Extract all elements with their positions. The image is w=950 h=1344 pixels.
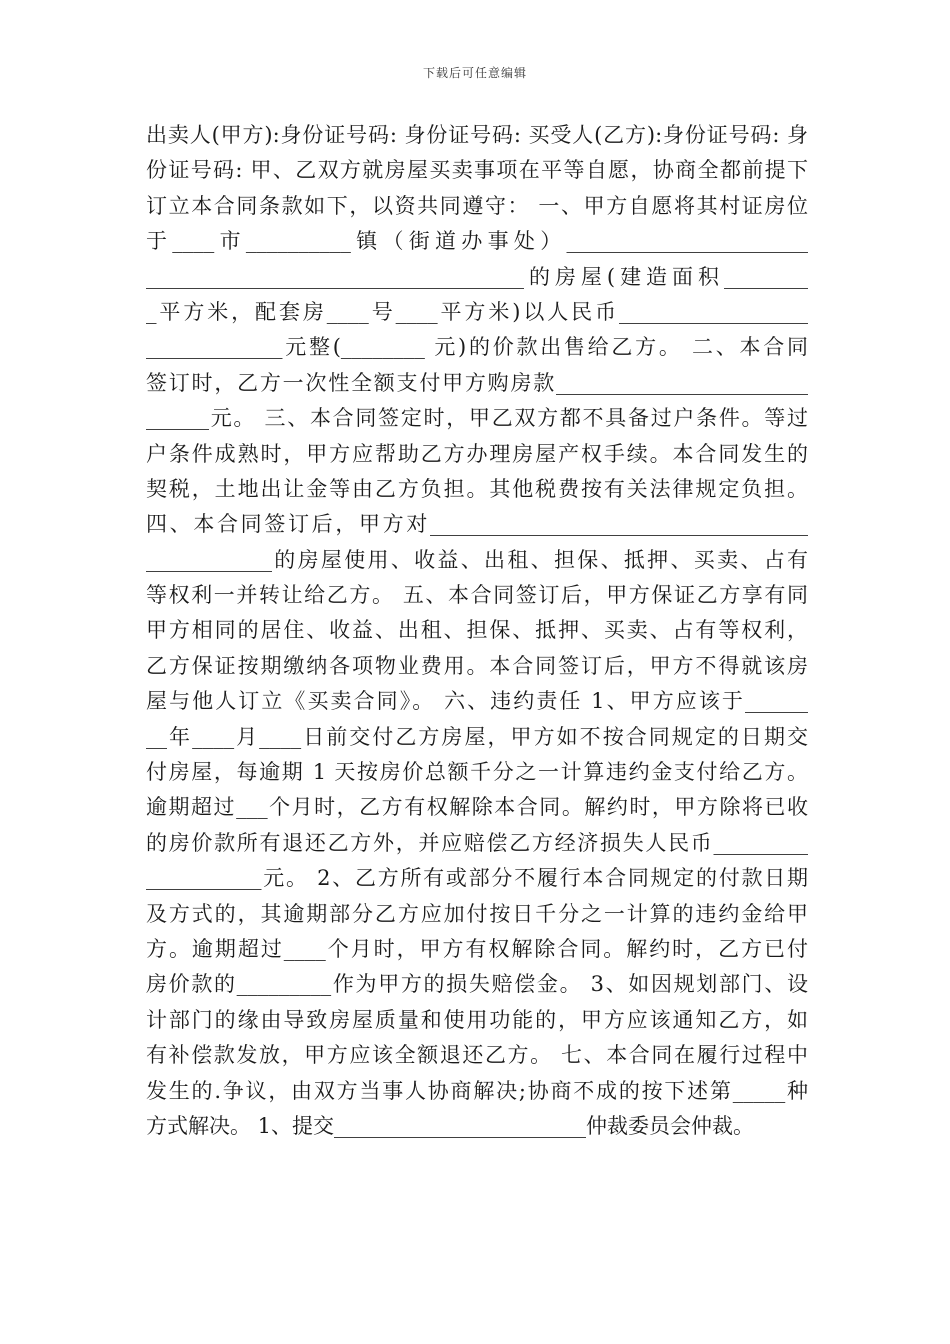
contract-line: 等权利一并转让给乙方。 五、本合同签订后，甲方保证乙方享有同 [146, 583, 808, 608]
contract-line: ____________________________________的房屋(建造面积________ [146, 264, 808, 289]
contract-line: __年____月____日前交付乙方房屋，甲方如不按合同规定的日期交 [146, 724, 808, 749]
contract-line: 四、本合同签订后，甲方对____________________________________ [146, 512, 808, 537]
contract-line: 方式解决。 1、提交________________________仲裁委员会仲裁。 [146, 1113, 755, 1138]
contract-line: 份证号码: 甲、乙双方就房屋买卖事项在平等自愿，协商全都前提下 [146, 158, 808, 183]
header-note: 下载后可任意编辑 [422, 66, 527, 80]
contract-line: ___________元。 2、乙方所有或部分不履行本合同规定的付款日期 [146, 866, 808, 891]
contract-line: _____________元整(________ 元)的价款出售给乙方。 二、本合同 [146, 335, 808, 360]
contract-line: 房价款的_________作为甲方的损失赔偿金。 3、如因规划部门、设 [146, 972, 808, 997]
contract-line: 乙方保证按期缴纳各项物业费用。本合同签订后，甲方不得就该房 [146, 653, 808, 678]
contract-line: 方。逾期超过____个月时，甲方有权解除合同。解约时，乙方已付 [146, 936, 808, 961]
contract-line: 付房屋，每逾期 1 天按房价总额千分之一计算违约金支付给乙方。 [146, 760, 808, 785]
contract-line: 计部门的缘由导致房屋质量和使用功能的，甲方应该通知乙方，如 [146, 1007, 808, 1032]
contract-line: 的房价款所有退还乙方外，并应赔偿乙方经济损失人民币_________ [146, 830, 808, 855]
contract-line: ____________的房屋使用、收益、出租、担保、抵押、买卖、占有 [146, 547, 808, 572]
contract-line: 出卖人(甲方):身份证号码: 身份证号码: 买受人(乙方):身份证号码: 身 [146, 123, 808, 147]
contract-line: 契税，土地出让金等由乙方负担。其他税费按有关法律规定负担。 [146, 476, 808, 501]
contract-line: 签订时，乙方一次性全额支付甲方购房款________________________ [146, 370, 808, 395]
contract-line: 订立本合同条款如下，以资共同遵守： 一、甲方自愿将其村证房位 [146, 193, 808, 218]
contract-line: ______元。 三、本合同签定时，甲乙双方都不具备过户条件。等过 [146, 406, 808, 431]
contract-line: 发生的.争议，由双方当事人协商解决;协商不成的按下述第_____种 [146, 1078, 808, 1103]
contract-line: _平方米，配套房____号____平方米)以人民币__________________ [146, 299, 808, 324]
contract-line: 户条件成熟时，甲方应帮助乙方办理房屋产权手续。本合同发生的 [146, 441, 808, 466]
contract-line: 屋与他人订立《买卖合同》。 六、违约责任 1、甲方应该于______ [146, 689, 808, 714]
contract-line: 于____市__________镇（街道办事处）_______________________ [146, 229, 808, 254]
contract-line: 及方式的，其逾期部分乙方应加付按日千分之一计算的违约金给甲 [146, 901, 808, 926]
contract-line: 有补偿款发放，甲方应该全额退还乙方。 七、本合同在履行过程中 [146, 1043, 808, 1068]
contract-body [146, 118, 808, 1144]
contract-line: 逾期超过___个月时，乙方有权解除本合同。解约时，甲方除将已收 [146, 795, 808, 820]
contract-line: 甲方相同的居住、收益、出租、担保、抵押、买卖、占有等权利， [146, 618, 808, 643]
